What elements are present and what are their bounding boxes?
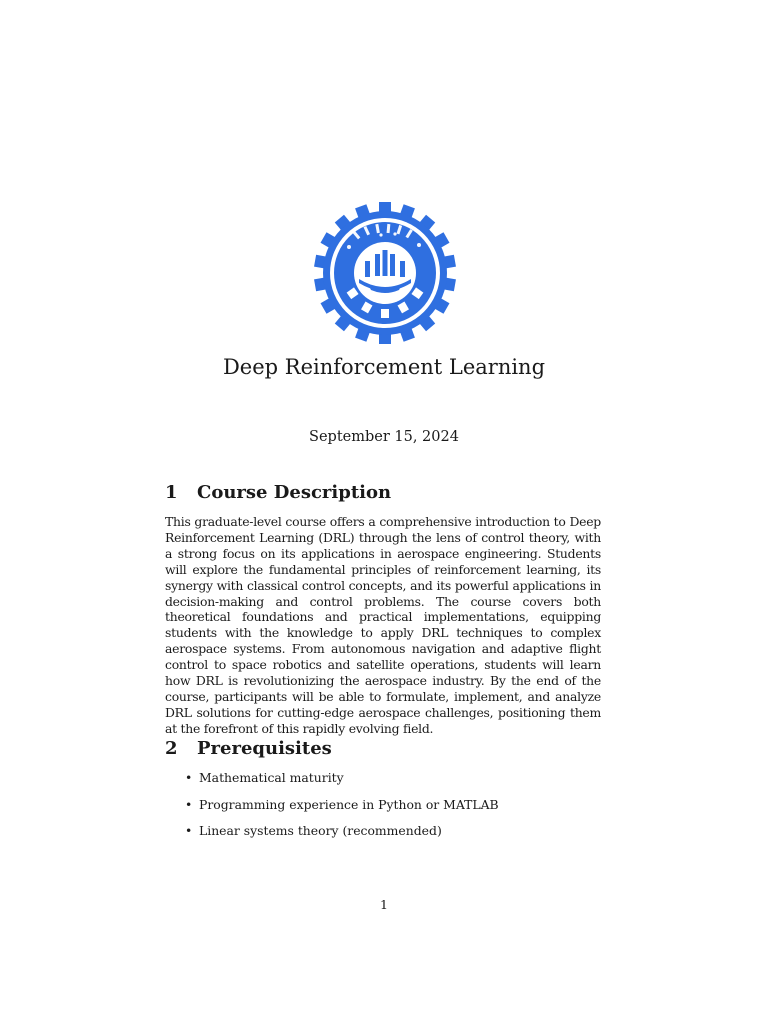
section-heading-prerequisites bbox=[165, 738, 332, 759]
university-logo-icon bbox=[314, 198, 456, 348]
list-item: • Programming experience in Python or MATLAB bbox=[165, 797, 499, 824]
section-number: 1 bbox=[165, 482, 178, 503]
list-item: • Mathematical maturity bbox=[165, 770, 499, 797]
document-title: Deep Reinforcement Learning bbox=[222, 355, 546, 379]
document-date: September 15, 2024 bbox=[309, 429, 459, 445]
prerequisites-list bbox=[165, 770, 499, 850]
page-number: 1 bbox=[380, 897, 388, 912]
section-number: 2 bbox=[165, 738, 178, 759]
section-heading-course-description bbox=[165, 482, 391, 503]
section-title: Prerequisites bbox=[197, 738, 332, 759]
list-item: • Linear systems theory (recommended) bbox=[165, 823, 499, 850]
section-title: Course Description bbox=[197, 482, 392, 503]
course-description-paragraph: This graduate-level course offers a comprehensive introduction to Deep Reinforcement Learning (DRL) through the lens of control theory, with a strong focus on its applications in aerospace engineering. Students will explore the fundamental principles of reinforcement learning, its synergy with classical control concepts, and its powerful applications in decision-making and control problems. The course covers both theoretical foundations and practical implementations, equipping students with the knowledge to apply DRL techniques to complex aerospace systems. From autonomous navigation and adaptive flight control to space robotics and satellite operations, students will learn how DRL is revolutionizing the aerospace industry. By the end of the course, participants will be able to formulate, implement, and analyze DRL solutions for cutting-edge aerospace challenges, positioning them at the forefront of this rapidly evolving field. bbox=[165, 514, 601, 736]
